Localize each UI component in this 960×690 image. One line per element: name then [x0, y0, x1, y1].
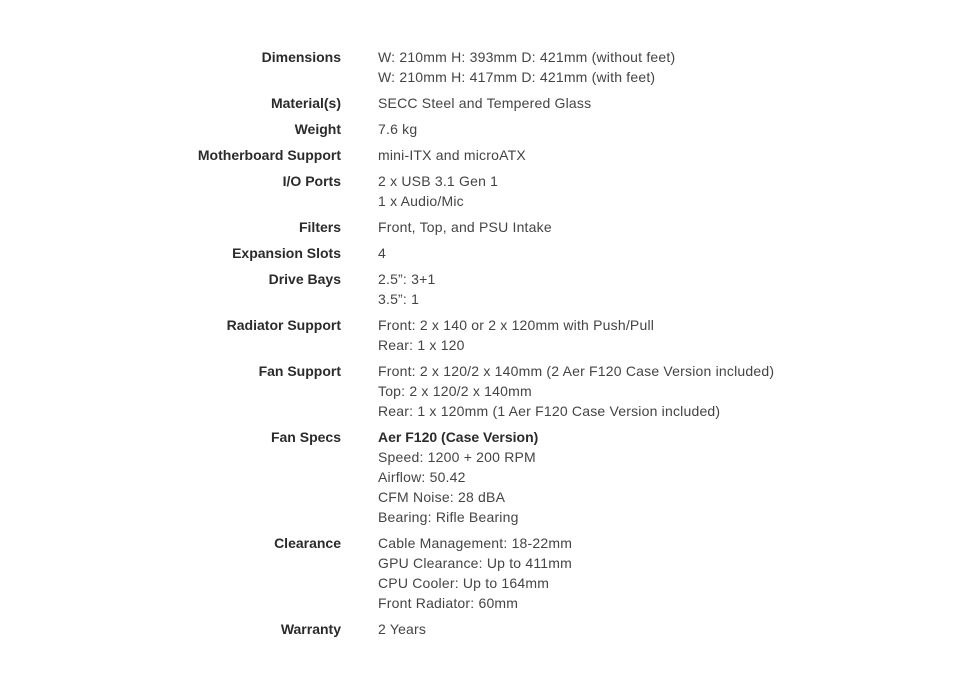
spec-values	[378, 533, 572, 613]
spec-value-line: Cable Management: 18-22mm	[378, 535, 573, 551]
spec-row	[0, 47, 960, 87]
spec-values	[378, 217, 552, 237]
spec-value-line: Bearing: Rifle Bearing	[378, 509, 519, 525]
spec-value-line: Front: 2 x 140 or 2 x 120mm with Push/Pull	[378, 317, 655, 333]
spec-row	[0, 171, 960, 211]
spec-value-line: Front Radiator: 60mm	[378, 595, 519, 611]
spec-row	[0, 619, 960, 639]
spec-value-line: Rear: 1 x 120	[378, 337, 465, 353]
spec-label: Fan Support	[258, 363, 341, 379]
spec-row	[0, 361, 960, 421]
spec-label: Filters	[298, 219, 341, 235]
spec-value-line: 1 x Audio/Mic	[378, 193, 464, 209]
spec-value-line: W: 210mm H: 393mm D: 421mm (without feet)	[378, 49, 676, 65]
spec-row	[0, 315, 960, 355]
spec-values	[378, 269, 435, 309]
spec-label: Dimensions	[261, 49, 341, 65]
spec-label: Material(s)	[270, 95, 341, 111]
spec-label: Expansion Slots	[232, 245, 341, 261]
spec-values	[378, 427, 538, 527]
spec-value-line: GPU Clearance: Up to 411mm	[378, 555, 573, 571]
spec-table	[0, 47, 960, 645]
spec-value-line: 2 x USB 3.1 Gen 1	[378, 173, 499, 189]
spec-row	[0, 427, 960, 527]
spec-value-line: W: 210mm H: 417mm D: 421mm (with feet)	[378, 69, 656, 85]
spec-value-line: mini-ITX and microATX	[378, 147, 526, 163]
spec-row	[0, 217, 960, 237]
spec-value-line: 4	[378, 245, 386, 261]
spec-label: I/O Ports	[282, 173, 341, 189]
spec-label: Radiator Support	[226, 317, 341, 333]
spec-values	[378, 619, 426, 639]
spec-values	[378, 315, 654, 355]
spec-label: Warranty	[280, 621, 341, 637]
spec-value-line: Aer F120 (Case Version)	[378, 429, 539, 445]
spec-value-line: CFM Noise: 28 dBA	[378, 489, 506, 505]
spec-values	[378, 243, 386, 263]
spec-label: Drive Bays	[268, 271, 341, 287]
spec-value-line: Front, Top, and PSU Intake	[378, 219, 552, 235]
spec-value-line: Top: 2 x 120/2 x 140mm	[378, 383, 532, 399]
spec-values	[378, 361, 774, 421]
spec-values	[378, 93, 591, 113]
spec-label: Clearance	[274, 535, 341, 551]
spec-value-line: CPU Cooler: Up to 164mm	[378, 575, 550, 591]
spec-row	[0, 93, 960, 113]
spec-label: Motherboard Support	[197, 147, 341, 163]
spec-row	[0, 533, 960, 613]
spec-row	[0, 243, 960, 263]
spec-values	[378, 119, 417, 139]
spec-value-line: Front: 2 x 120/2 x 140mm (2 Aer F120 Case Version included)	[378, 363, 775, 379]
spec-label: Fan Specs	[270, 429, 341, 445]
spec-value-line: SECC Steel and Tempered Glass	[378, 95, 592, 111]
spec-value-line: Rear: 1 x 120mm (1 Aer F120 Case Version included)	[378, 403, 721, 419]
spec-value-line: Airflow: 50.42	[378, 469, 466, 485]
spec-row	[0, 145, 960, 165]
spec-values	[378, 145, 526, 165]
spec-value-line: 2.5”: 3+1	[378, 271, 436, 287]
spec-label: Weight	[294, 121, 341, 137]
spec-row	[0, 119, 960, 139]
spec-values	[378, 171, 498, 211]
spec-values	[378, 47, 675, 87]
spec-value-line: 7.6 kg	[378, 121, 418, 137]
spec-value-line: 3.5”: 1	[378, 291, 420, 307]
spec-row	[0, 269, 960, 309]
spec-value-line: 2 Years	[378, 621, 427, 637]
spec-value-line: Speed: 1200 + 200 RPM	[378, 449, 536, 465]
